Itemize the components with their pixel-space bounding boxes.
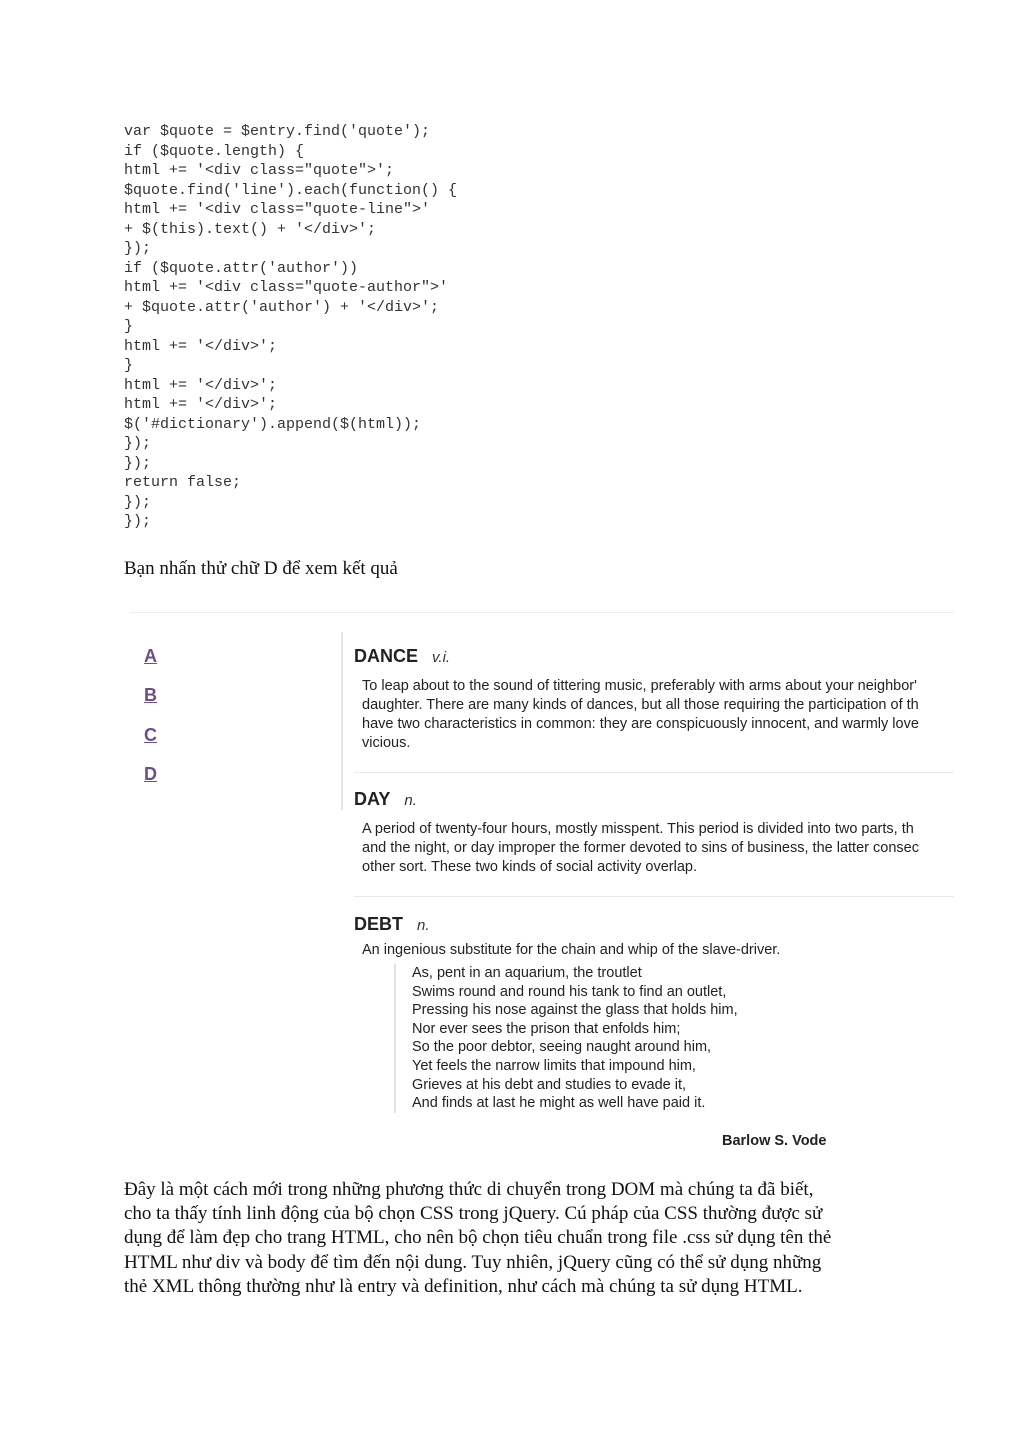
paragraph-line: cho ta thấy tính linh động của bộ chọn CSS trong jQuery. Cú pháp của CSS thường được sử (124, 1203, 823, 1225)
code-line: html += '</div>'; (124, 337, 278, 355)
quote-line: Yet feels the narrow limits that impound him, (412, 1057, 696, 1074)
code-line: } (124, 357, 134, 374)
definition-line: To leap about to the sound of tittering music, preferably with arms about your neighbor' (362, 678, 917, 694)
letter-item-d (144, 764, 157, 803)
quote-line: Pressing his nose against the glass that holds him, (412, 1002, 738, 1019)
code-line: html += '<div class="quote-author">' (124, 279, 449, 296)
code-line: + $(this).text() + '</div>'; (124, 220, 377, 238)
entry-definition (362, 677, 954, 753)
entry-definition (362, 820, 954, 877)
definition-line: daughter. There are many kinds of dances, but all those requiring the participation of th (362, 697, 919, 713)
definition-line: A period of twenty-four hours, mostly misspent. This period is divided into two parts, th (362, 821, 914, 837)
code-line: html += '</div>'; (124, 396, 278, 413)
paragraph-line: HTML như div và body để tìm đến nội dung. Tuy nhiên, jQuery cũng có thể sử dụng những (124, 1251, 822, 1273)
part-of-speech: n. (404, 792, 417, 809)
quote-line: Swims round and round his tank to find an outlet, (412, 983, 727, 1000)
letter-link-a[interactable]: A (144, 646, 157, 666)
code-line: }); (124, 435, 152, 452)
quote-author: Barlow S. Vode (722, 1133, 827, 1147)
part-of-speech: v.i. (432, 649, 451, 666)
definition-line: and the night, or day improper the former devoted to sins of business, the latter consec (362, 840, 919, 856)
term-text: DAY (354, 789, 391, 809)
entry-separator (354, 772, 954, 773)
letter-item-c (144, 725, 157, 764)
dictionary-screenshot (130, 612, 954, 1147)
definition-line: An ingenious substitute for the chain and whip of the slave-driver. (362, 942, 781, 958)
quote-line: So the poor debtor, seeing naught around him, (412, 1039, 712, 1056)
caption: Bạn nhấn thử chữ D để xem kết quả (124, 558, 398, 579)
entry-debt (354, 914, 954, 960)
code-line: if ($quote.attr('author')) (124, 259, 359, 277)
code-line: return false; (124, 474, 242, 491)
quote-line: Grieves at his debt and studies to evade it, (412, 1076, 687, 1093)
code-line: html += '<div class="quote-line">' (124, 201, 431, 218)
entry-day (354, 789, 954, 877)
quote-block (394, 964, 852, 1147)
code-line: html += '<div class="quote">'; (124, 162, 395, 179)
code-line: } (124, 318, 134, 335)
code-block (124, 122, 457, 532)
letter-link-c[interactable]: C (144, 724, 157, 745)
code-line: $('#dictionary').append($(html)); (124, 415, 422, 433)
top-divider (130, 612, 954, 613)
code-line: }); (124, 493, 152, 511)
code-line: html += '</div>'; (124, 376, 278, 394)
letter-item-a (144, 646, 157, 685)
definition-line: have two characteristics in common: they are conspicuously innocent, and warmly love (362, 716, 919, 732)
definition-line: other sort. These two kinds of social activity overlap. (362, 859, 697, 875)
paragraph-line: Đây là một cách mới trong những phương thức di chuyển trong DOM mà chúng ta đã biết, (124, 1179, 814, 1200)
letter-item-b (144, 685, 157, 724)
code-line: + $quote.attr('author') + '</div>'; (124, 298, 440, 316)
code-line: if ($quote.length) { (124, 142, 305, 160)
quote-line: And finds at last he might as well have paid it. (412, 1095, 706, 1112)
definition-line: vicious. (362, 735, 411, 751)
code-line: $quote.find('line').each(function() { (124, 181, 458, 199)
letter-link-d[interactable]: D (144, 763, 157, 784)
entry-definition (362, 941, 954, 960)
entry-term (354, 646, 954, 667)
part-of-speech: n. (417, 917, 430, 934)
body-paragraph (124, 1178, 904, 1299)
letter-link-b[interactable]: B (144, 685, 157, 706)
quote-line: Nor ever sees the prison that enfolds him; (412, 1020, 681, 1037)
letter-nav (144, 646, 157, 803)
paragraph-line: thẻ XML thông thường như là entry và definition, như cách mà chúng ta sử dụng HTML. (124, 1275, 803, 1297)
entry-term (354, 914, 954, 935)
code-line: }); (124, 513, 152, 530)
code-line: var $quote = $entry.find('quote'); (124, 123, 431, 140)
entry-separator (354, 896, 954, 897)
paragraph-line: dụng để làm đẹp cho trang HTML, cho nên bộ chọn tiêu chuẩn trong file .css sử dụng tên thẻ (124, 1227, 832, 1249)
column-divider (341, 632, 343, 810)
entry-term (354, 789, 954, 810)
term-text: DEBT (354, 914, 403, 934)
code-line: }); (124, 240, 152, 257)
code-line: }); (124, 454, 152, 472)
entry-dance (354, 646, 954, 753)
quote-line: As, pent in an aquarium, the troutlet (412, 965, 642, 981)
term-text: DANCE (354, 646, 419, 666)
